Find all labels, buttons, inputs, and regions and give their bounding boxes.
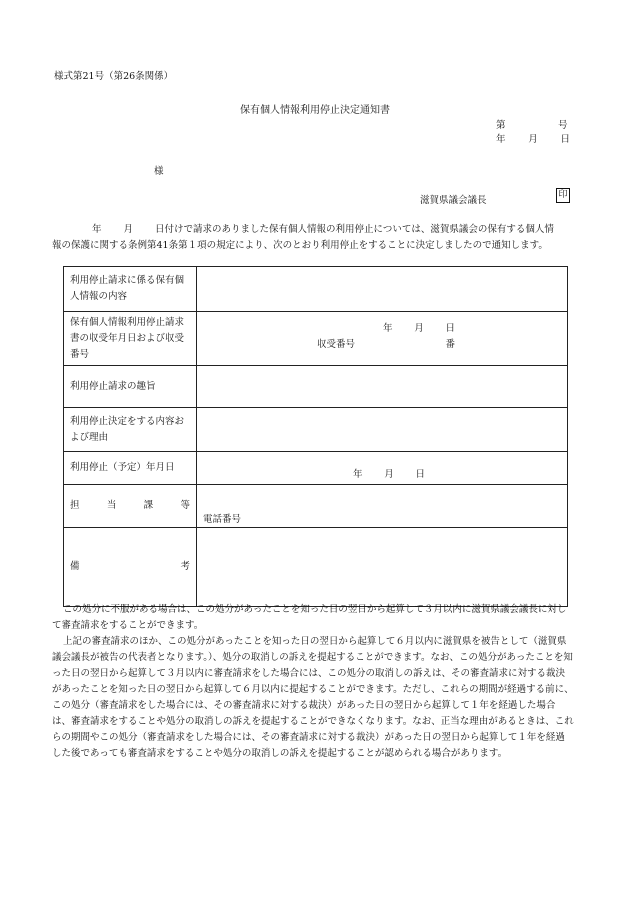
intro-line2: 報の保護に関する条例第41条第１項の規定により、次のとおり利用停止をすることに決定しましたので通知します。: [52, 240, 548, 251]
row-value-department: [197, 485, 568, 528]
appeal-notes: [52, 602, 574, 762]
table-row: [64, 312, 568, 366]
row-label-decision: 利用停止決定をする内容および理由: [64, 408, 197, 452]
row-label-stop-date: 利用停止（予定）年月日: [64, 452, 197, 485]
addressee-suffix: 様: [154, 166, 164, 177]
date-month-label: 月: [528, 134, 538, 145]
row-label-content: 利用停止請求に係る保有個人情報の内容: [64, 267, 197, 312]
date-day-label: 日: [445, 323, 455, 334]
row-value-purpose: [197, 366, 568, 408]
receipt-number-label: 収受番号: [317, 339, 356, 350]
stop-date: [353, 466, 425, 480]
row-value-stop-date: [197, 452, 568, 485]
row-value-decision: [197, 408, 568, 452]
phone-number-label: 電話番号: [203, 514, 242, 525]
intro-month: 月: [123, 224, 134, 235]
row-label-remarks: [64, 528, 197, 607]
row-label-receipt: 保有個人情報利用停止請求書の収受年月日および収受番号: [64, 312, 197, 366]
notice-number-suffix: 号: [558, 120, 568, 131]
table-row: [64, 485, 568, 528]
row-value-content: [197, 267, 568, 312]
row-value-remarks: [197, 528, 568, 607]
receipt-date: [383, 320, 455, 334]
table-row: [64, 528, 568, 607]
decision-form-table: [63, 266, 568, 607]
form-number: 様式第21号（第26条関係）: [54, 71, 174, 82]
notes-paragraph-1: この処分に不服がある場合は、この処分があったことを知った日の翌日から起算して３月以内に滋賀県議会議長に対して審査請求をすることができます。: [52, 604, 567, 631]
intro-paragraph: [52, 222, 572, 254]
table-row: [64, 267, 568, 312]
remarks-label: 備 考: [70, 561, 190, 572]
notes-paragraph-2: 上記の審査請求のほか、この処分があったことを知った日の翌日から起算して６月以内に滋賀県を被告として（滋賀県議会議長が被告の代表者となります。）、処分の取消しの訴えを提起することができます。なお、この処分があったことを知った日の翌日から起算して３月以内に審査請求をした場合には、この処分の取消しの訴えは、その審査請求に対する裁決があったことを知った日の翌日から起算して６月以内に提起することができます。ただし、これらの期間が経過する前に、この処分（審査請求をした場合には、その審査請求に対する裁決）があった日の翌日から起算して１年を経過した場合は、審査請求をすることや処分の取消しの訴えを提起することができなくなります。なお、正当な理由があるときは、これらの期間やこの処分（審査請求をした場合には、その審査請求に対する裁決）があった日の翌日から起算して１年を経過した後であっても審査請求をすることや処分の取消しの訴えを提起することが認められる場合があります。: [52, 636, 574, 759]
intro-year: 年: [92, 224, 102, 235]
table-row: [64, 408, 568, 452]
table-row: [64, 452, 568, 485]
date-day-label: 日: [560, 134, 570, 145]
date-month-label: 月: [414, 323, 424, 334]
row-value-receipt: [197, 312, 568, 366]
table-row: [64, 366, 568, 408]
date-day-label: 日: [415, 469, 425, 480]
seal-mark: 印: [556, 188, 570, 203]
date-year-label: 年: [353, 469, 363, 480]
purpose-label-text: 利用停止請求の趣旨: [70, 380, 156, 392]
department-label: 担 当 課 等: [70, 500, 190, 511]
row-label-purpose: [64, 366, 197, 408]
receipt-number: [317, 336, 455, 350]
notice-number-prefix: 第: [496, 120, 506, 131]
date-month-label: 月: [384, 469, 394, 480]
date-year-label: 年: [496, 134, 506, 145]
sender-name: 滋賀県議会議長: [420, 195, 487, 206]
notice-date: [496, 131, 570, 145]
receipt-number-suffix: 番: [445, 339, 455, 350]
intro-line1: 日付けで請求のありました保有個人情報の利用停止については、滋賀県議会の保有する個人情: [155, 224, 554, 235]
document-title: 保有個人情報利用停止決定通知書: [240, 105, 390, 116]
row-label-department: [64, 485, 197, 528]
date-year-label: 年: [383, 323, 393, 334]
